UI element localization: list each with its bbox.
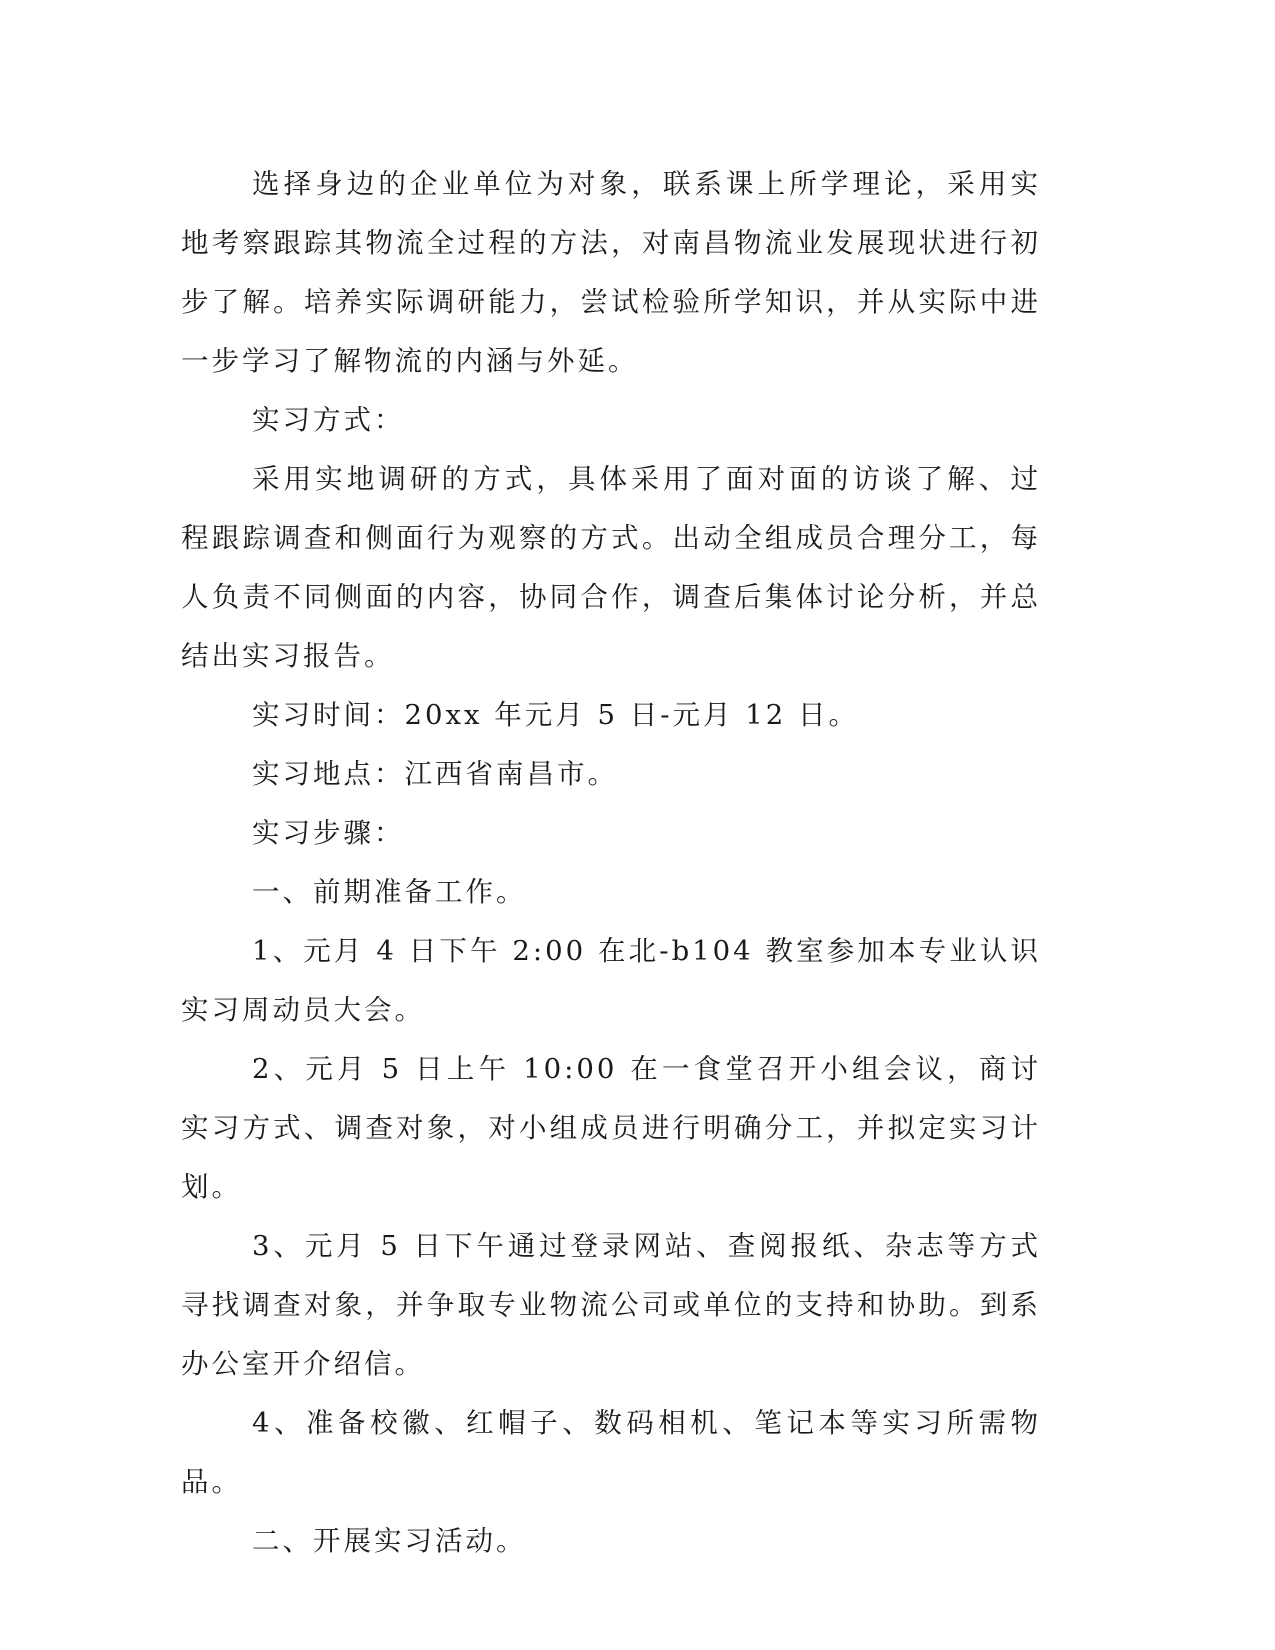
list-item-step-2: 2、元月 5 日上午 10:00 在一食堂召开小组会议，商讨实习方式、调查对象，对小组成员进行明确分工，并拟定实习计划。 <box>181 1053 1041 1203</box>
paragraph-location: 实习地点：江西省南昌市。 <box>252 758 618 790</box>
paragraph-method: 采用实地调研的方式，具体采用了面对面的访谈了解、过程跟踪调查和侧面行为观察的方式。出动全组成员合理分工，每人负责不同侧面的内容，协同合作，调查后集体讨论分析，并总结出实习报告。 <box>181 463 1041 672</box>
heading-steps: 实习步骤： <box>252 817 405 849</box>
list-item-step-3: 3、元月 5 日下午通过登录网站、查阅报纸、杂志等方式寻找调查对象，并争取专业物流公司或单位的支持和协助。到系办公室开介绍信。 <box>181 1230 1041 1380</box>
heading-preparation: 一、前期准备工作。 <box>252 876 527 908</box>
list-item-step-1: 1、元月 4 日下午 2:00 在北-b104 教室参加本专业认识实习周动员大会。 <box>181 935 1041 1026</box>
list-item-step-4: 4、准备校徽、红帽子、数码相机、笔记本等实习所需物品。 <box>181 1407 1041 1498</box>
document-body <box>181 155 1041 1571</box>
heading-method: 实习方式： <box>252 404 405 436</box>
heading-activities: 二、开展实习活动。 <box>252 1525 527 1557</box>
paragraph-purpose: 选择身边的企业单位为对象，联系课上所学理论，采用实地考察跟踪其物流全过程的方法，对南昌物流业发展现状进行初步了解。培养实际调研能力，尝试检验所学知识，并从实际中进一步学习了解物流的内涵与外延。 <box>181 168 1041 377</box>
paragraph-time: 实习时间：20xx 年元月 5 日-元月 12 日。 <box>252 699 859 731</box>
